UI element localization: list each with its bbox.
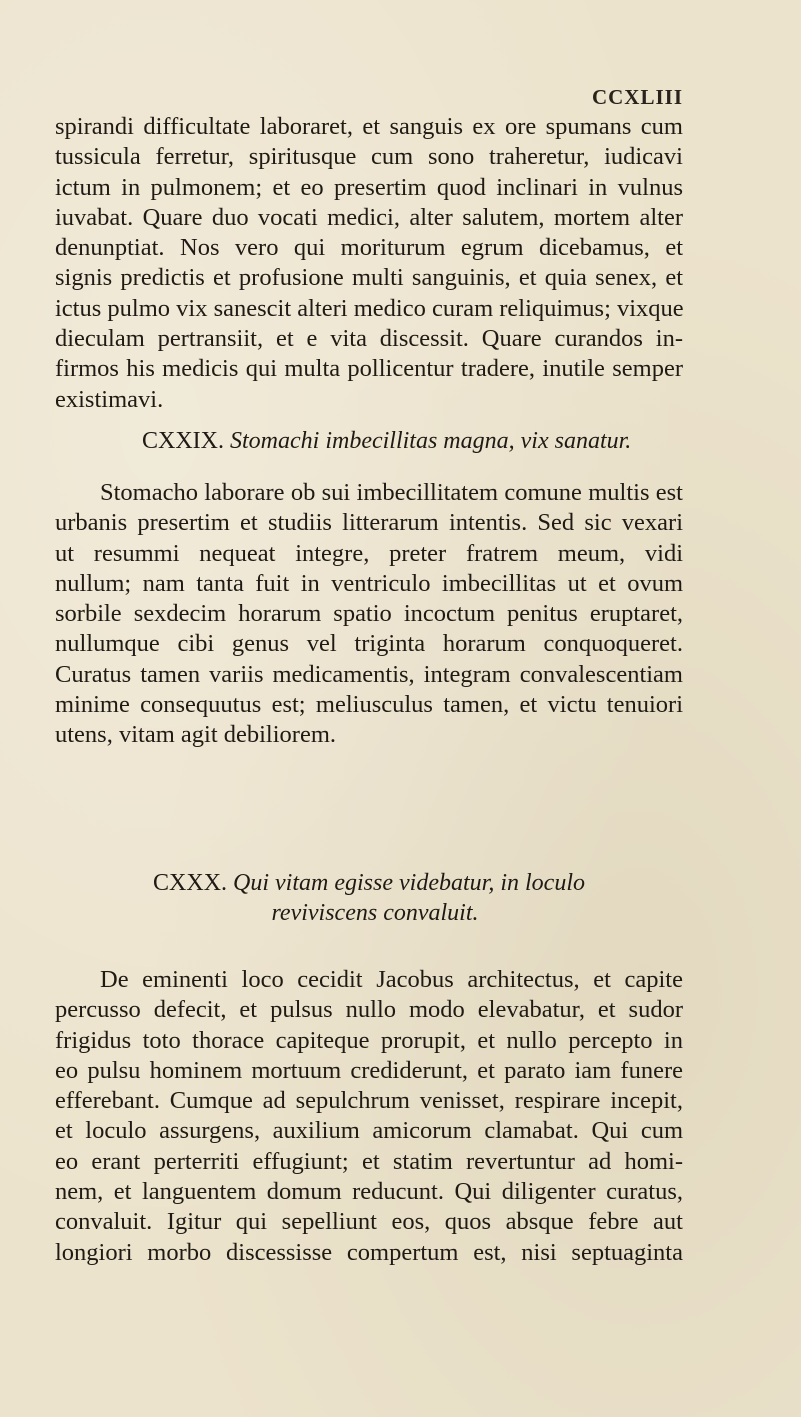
text-line: utens, vitam agit debiliorem.	[55, 721, 337, 749]
text-line: ictum in pulmonem; et eo presertim quod inclinari in vulnus	[55, 173, 683, 201]
text-line: eo pulsu hominem mortuum crediderunt, et parato iam funere	[55, 1056, 683, 1084]
section-title-line-2: reviviscens convaluit.	[271, 900, 479, 926]
text-line: et loculo assurgens, auxilium amicorum clamabat. Qui cum	[55, 1117, 683, 1145]
text-line: efferebant. Cumque ad sepulchrum venisset, respirare incepit,	[55, 1087, 683, 1115]
paragraph-continued	[55, 112, 683, 415]
section-title-line-1: Qui vitam egisse videbatur, in loculo	[233, 870, 585, 896]
text-line: convaluit. Igitur qui sepelliunt eos, quos absque febre aut	[55, 1208, 683, 1236]
text-line: dieculam pertransiit, et e vita discessit. Quare curandos in-	[55, 325, 683, 353]
text-line: urbanis presertim et studiis litterarum intentis. Sed sic vexari	[55, 509, 683, 537]
text-line: spirandi difficultate laboraret, et sanguis ex ore spumans cum	[55, 113, 683, 140]
section-number: CXXIX.	[142, 428, 224, 454]
text-line: percusso defecit, et pulsus nullo modo elevabatur, et sudor	[55, 996, 683, 1024]
section-number: CXXX.	[153, 870, 228, 896]
text-line: minime consequutus est; meliusculus tamen, et victu tenuiori	[55, 691, 683, 719]
section-title: Stomachi imbecillitas magna, vix sanatur.	[230, 428, 632, 454]
text-line: sorbile sexdecim horarum spatio incoctum penitus eruptaret,	[55, 600, 683, 628]
text-line: signis predictis et profusione multi sanguinis, et quia senex, et	[55, 264, 683, 292]
text-line: existimavi.	[55, 385, 164, 413]
text-line: nullumque cibi genus vel triginta horarum conquoqueret.	[55, 630, 683, 658]
text-line: ictus pulmo vix sanescit alteri medico curam reliquimus; vixque	[55, 294, 684, 322]
text-line: firmos his medicis qui multa pollicentur tradere, inutile semper	[55, 355, 683, 383]
section-paragraph-129	[55, 478, 683, 751]
section-heading-129	[55, 426, 683, 456]
text-line: nullum; nam tanta fuit in ventriculo imbecillitas ut et ovum	[55, 569, 683, 597]
section-heading-130	[55, 868, 683, 928]
text-line: tussicula ferretur, spiritusque cum sono traheretur, iudicavi	[55, 143, 683, 171]
text-line: ut resummi nequeat integre, preter fratrem meum, vidi	[55, 539, 683, 567]
text-line: iuvabat. Quare duo vocati medici, alter salutem, mortem alter	[55, 203, 683, 231]
text-line: frigidus toto thorace capiteque prorupit, et nullo percepto in	[55, 1026, 683, 1054]
text-line: nem, et languentem domum reducunt. Qui diligenter curatus,	[55, 1178, 683, 1206]
text-line: eo erant perterriti effugiunt; et statim revertuntur ad homi-	[55, 1147, 683, 1175]
text-line: De eminenti loco cecidit Jacobus architectus, et capite	[100, 966, 683, 993]
text-line: Curatus tamen variis medicamentis, integram convalescentiam	[55, 660, 683, 688]
page-number: CCXLIII	[591, 85, 683, 109]
text-line: denunptiat. Nos vero qui moriturum egrum dicebamus, et	[55, 234, 683, 262]
section-paragraph-130	[55, 965, 683, 1268]
text-line: Stomacho laborare ob sui imbecillitatem comune multis est	[100, 479, 683, 506]
text-line: longiori morbo discessisse compertum est, nisi septuaginta	[55, 1238, 683, 1266]
